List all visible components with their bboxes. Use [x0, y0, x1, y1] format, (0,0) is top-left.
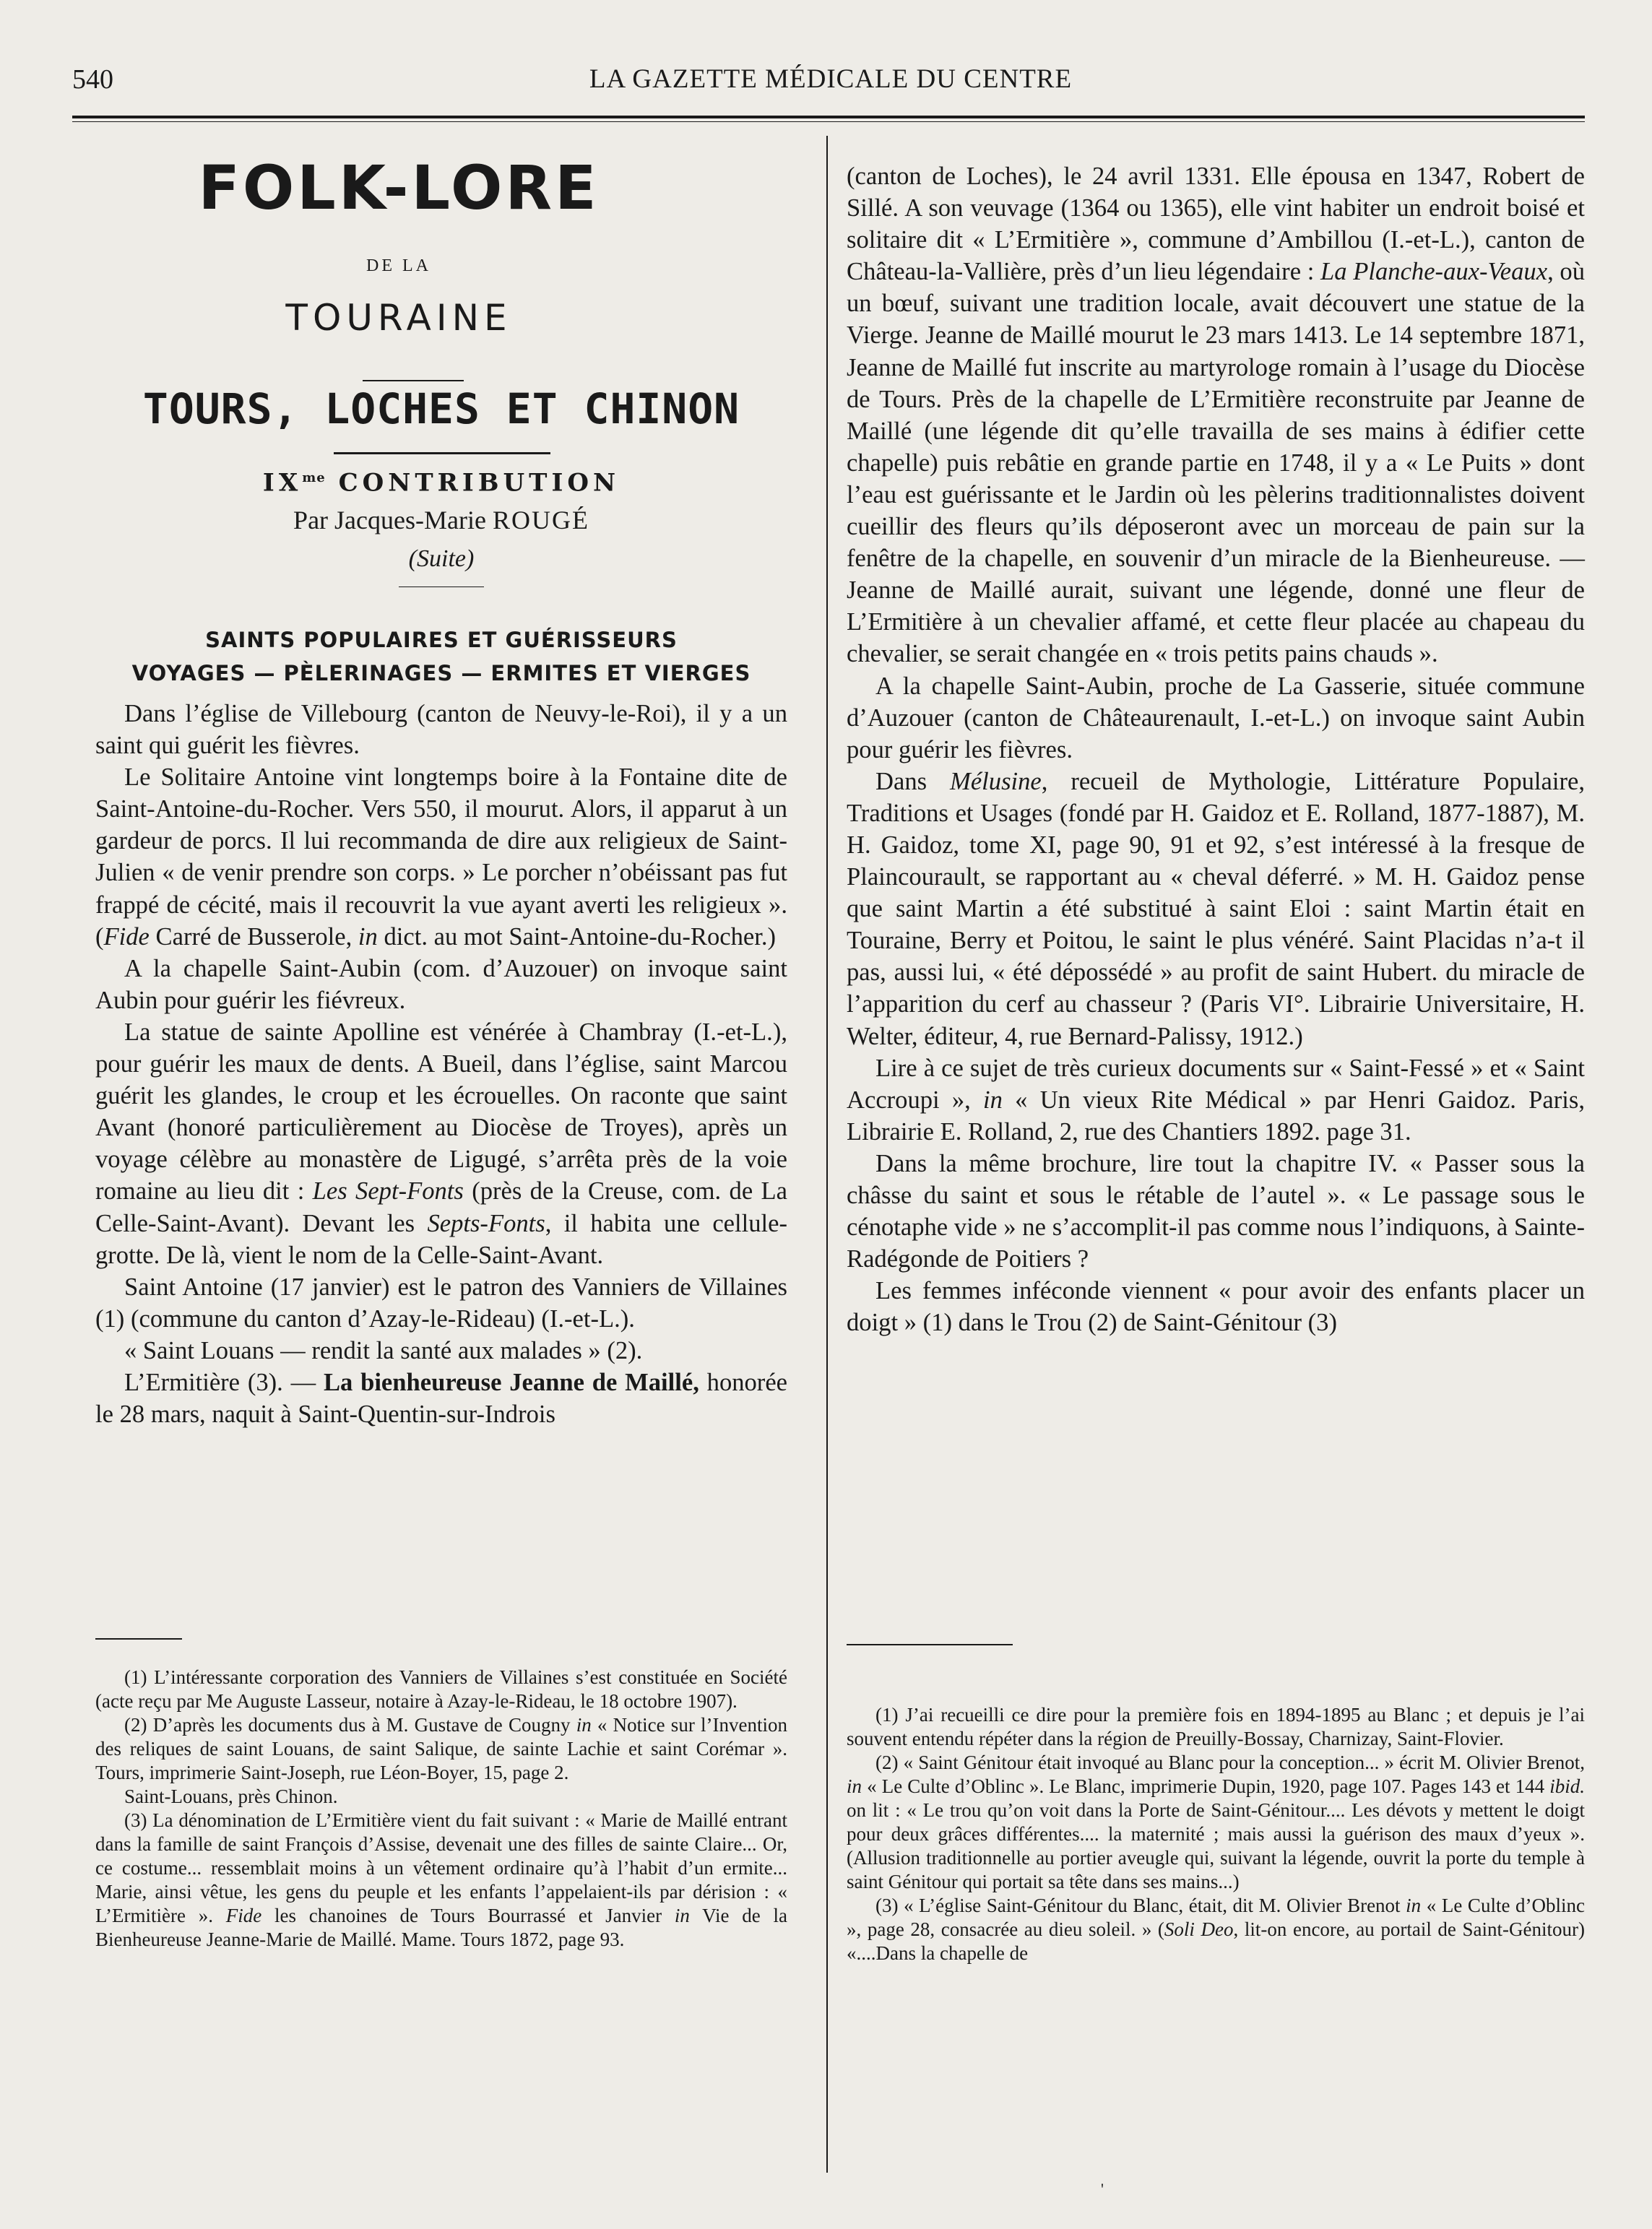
footnote-rule [847, 1644, 1013, 1645]
author-prefix: Par Jacques-Marie [293, 506, 493, 534]
page-header [72, 64, 1589, 107]
footnote: Saint-Louans, près Chinon. [124, 1786, 338, 1807]
article-title-block [95, 136, 787, 698]
running-title: LA GAZETTE MÉDICALE DU CENTRE [589, 64, 1073, 94]
paragraph: A la chapelle Saint-Aubin (com. d’Auzouer) on invoque saint Aubin pour guérir les fiévreux. [95, 954, 787, 1014]
paragraph: (canton de Loches), le 24 avril 1331. Elle épousa en 1347, Robert de Sillé. A son veuvage (1364 ou 1365), elle vint habiter un endroit boisé et solitaire dit « L’Ermitière », commune d’Ambillou (I.-et-L.), canton de Château-la-Vallière, près d’un lieu légendaire : La Planche-aux-Veaux, où un bœuf, suivant une tradition locale, avait découvert une statue de la Vierge. Jeanne de Maillé mourut le 23 mars 1413. Le 14 septembre 1871, Jeanne de Maillé fut inscrite au martyrologe romain à l’usage du Diocèse de Tours. Près de la chapelle de L’Ermitière reconstruite par Jeanne de Maillé (une légende dit qu’elle travailla de ses mains à édifier cette chapelle) puis rebâtie en grande partie en 1748, il y a « Le Puits » dont l’eau est guérissante et le Jardin où les pèlerins traditionnalistes doivent cueillir des fleurs qu’ils déposeront avec un morceau de pain sur la fenêtre de la chapelle, en souvenir d’un miracle de la Bienheureuse. — Jeanne de Maillé aurait, suivant une légende, donné une fleur de L’Ermitière à un chevalier affamé, et cette fleur placée au chapeau du chevalier, se serait changée en « trois petits pains chauds ». [847, 163, 1585, 668]
author-surname: ROUGÉ [492, 506, 589, 534]
paragraph: A la chapelle Saint-Aubin, proche de La Gasserie, située commune d’Auzouer (canton de Châteaurenault, I.-et-L.) on invoque saint Aubin pour guérir les fièvres. [847, 672, 1585, 763]
footnote: (3) « L’église Saint-Génitour du Blanc, était, dit M. Olivier Brenot in « Le Culte d’Oblinc », page 28, consacrée au dieu soleil. » (Soli Deo, lit-on encore, au portail de Saint-Génitour) «....Dans la chapelle de [847, 1895, 1585, 1964]
paragraph: Le Solitaire Antoine vint longtemps boire à la Fontaine dite de Saint-Antoine-du-Rocher. Vers 550, il mourut. Alors, il apparut à un gardeur de porcs. Il lui recommanda de dire aux religieux de Saint-Julien « de venir prendre son corps. » Le porcher n’obéissant pas fut frappé de cécité, mais il recouvrit la vue ayant averti les religieux ». (Fide Carré de Busserole, in dict. au mot Saint-Antoine-du-Rocher.) [95, 763, 787, 951]
footnote: (1) L’intéressante corporation des Vanniers de Villaines s’est constituée en Société (acte reçu par Me Auguste Lasseur, notaire à Azay-le-Rideau, le 18 octobre 1907). [95, 1666, 787, 1712]
column-divider [826, 136, 828, 2173]
right-column [847, 160, 1585, 1338]
article-title-connector: DE LA [366, 256, 431, 275]
page-number: 540 [72, 64, 113, 95]
header-rule [72, 116, 1585, 118]
paragraph: Saint Antoine (17 janvier) est le patron des Vanniers de Villaines (1) (commune du canton d’Azay-le-Rideau) (I.-et-L.). [95, 1273, 787, 1333]
footnote: (2) D’après les documents dus à M. Gustave de Cougny in « Notice sur l’Invention des reliques de saint Louans, de saint Salique, de sainte Lachie et saint Corémar ». Tours, imprimerie Saint-Joseph, rue Léon-Boyer, 15, page 2. [95, 1714, 787, 1783]
paragraph: L’Ermitière (3). — La bienheureuse Jeanne de Maillé, honorée le 28 mars, naquit à Saint-Quentin-sur-Indrois [95, 1368, 788, 1429]
article-title-region: TOURAINE [285, 297, 512, 339]
paragraph: Dans la même brochure, lire tout la chapitre IV. « Passer sous la châsse du saint et sous le rétable de l’autel ». « Le passage sous le cénotaphe vide » ne s’accomplit-il pas comme nous l’indiquons, à Sainte-Radégonde de Poitiers ? [847, 1149, 1585, 1273]
section-subtitle: SAINTS POPULAIRES ET GUÉRISSEURS [205, 628, 678, 652]
footnote: (3) La dénomination de L’Ermitière vient du fait suivant : « Marie de Maillé entrant dans la famille de saint François d’Assise, devenait une des filles de sainte Claire... Or, ce costume... ressemblait moins à un vêtement ordinaire qu’à l’habit d’un ermite... Marie, ainsi vêtue, les gens du peuple et les enfants l’appelaient-ils par dérision : « L’Ermitière ». Fide les chanoines de Tours Bourrassé et Janvier in Vie de la Bienheureuse Jeanne-Marie de Maillé. Mame. Tours 1872, page 93. [95, 1809, 787, 1950]
suite-label: (Suite) [408, 545, 475, 572]
page-mark: ' [1101, 2180, 1104, 2198]
contribution-word: CONTRIBUTION [338, 468, 620, 498]
article-title-cities: TOURS, LOCHES ET CHINON [142, 384, 740, 433]
left-column [95, 136, 787, 1430]
paragraph: Dans l’église de Villebourg (canton de Neuvy-le-Roi), il y a un saint qui guérit les fièvres. [95, 700, 787, 760]
contribution-roman: IX [262, 468, 303, 498]
contribution-number [95, 462, 787, 498]
paragraph: La statue de sainte Apolline est vénérée à Chambray (I.-et-L.), pour guérir les maux de dents. A Bueil, dans l’église, saint Marcou guérit les glandes, le croup et les écrouelles. On raconte que saint Avant (honoré particulièrement au Diocèse de Troyes), après un voyage célèbre au monastère de Ligugé, s’arrêta près de la voie romaine au lieu dit : Les Sept-Fonts (près de la Creuse, com. de La Celle-Saint-Avant). Devant les Septs-Fonts, il habita une cellule-grotte. De là, vient le nom de la Celle-Saint-Avant. [95, 1018, 787, 1269]
title-rule [334, 452, 550, 454]
article-title: FOLK-LORE [198, 152, 600, 223]
paragraph: Lire à ce sujet de très curieux documents sur « Saint-Fessé » et « Saint Accroupi », in « Un vieux Rite Médical » par Henri Gaidoz. Paris, Librairie E. Rolland, 2, rue des Chantiers 1892. page 31. [847, 1054, 1585, 1146]
footnote-rule [95, 1638, 182, 1640]
footnotes-right [847, 1644, 1585, 1965]
footnote: (2) « Saint Génitour était invoqué au Blanc pour la conception... » écrit M. Olivier Brenot, in « Le Culte d’Oblinc ». Le Blanc, imprimerie Dupin, 1920, page 107. Pages 143 et 144 ibid. on lit : « Le trou qu’on voit dans la Porte de Saint-Génitour.... Les dévots y mettent le doigt pour deux grâces différentes.... la maternité ; mais aussi la guérison des maux d’yeux ». (Allusion traditionnelle au portier aveugle qui, suivant la légende, ouvrit la porte du temple à saint Génitour qui portait sa tête dans ses mains...) [847, 1752, 1585, 1892]
paragraph: « Saint Louans — rendit la santé aux malades » (2). [124, 1336, 643, 1364]
paragraph: Dans Mélusine, recueil de Mythologie, Littérature Populaire, Traditions et Usages (fondé par H. Gaidoz et E. Rolland, 1877-1887), M. H. Gaidoz, tome XI, page 90, 91 et 92, s’est intéressé à la fresque de Plaincourault, se rapportant au « cheval déferré. » M. H. Gaidoz pense que saint Martin a été substitué à saint Eloi : saint Martin était en Touraine, Berry et Poitou, le saint le plus vénéré. Saint Placidas n’a-t il pas, aussi lui, « été dépossédé » au profit de saint Hubert. du miracle de l’apparition du cerf au chasseur ? (Paris VI°. Librairie Universitaire, H. Welter, éditeur, 4, rue Bernard-Palissy, 1912.) [847, 767, 1585, 1050]
footnote: (1) J’ai recueilli ce dire pour la première fois en 1894-1895 au Blanc ; et depuis je l’ai souvent entendu répéter dans la région de Preuilly-Bossay, Charnizay, Saint-Flovier. [847, 1704, 1585, 1749]
contribution-sup: me [302, 470, 326, 485]
section-subtitle: VOYAGES — PÈLERINAGES — ERMITES ET VIERGES [131, 661, 751, 685]
footnotes-left [95, 1638, 787, 1952]
author-line [95, 504, 787, 536]
paragraph: Les femmes inféconde viennent « pour avoir des enfants placer un doigt » (1) dans le Trou (2) de Saint-Génitour (3) [847, 1277, 1585, 1337]
header-rule-thin [72, 121, 1585, 122]
